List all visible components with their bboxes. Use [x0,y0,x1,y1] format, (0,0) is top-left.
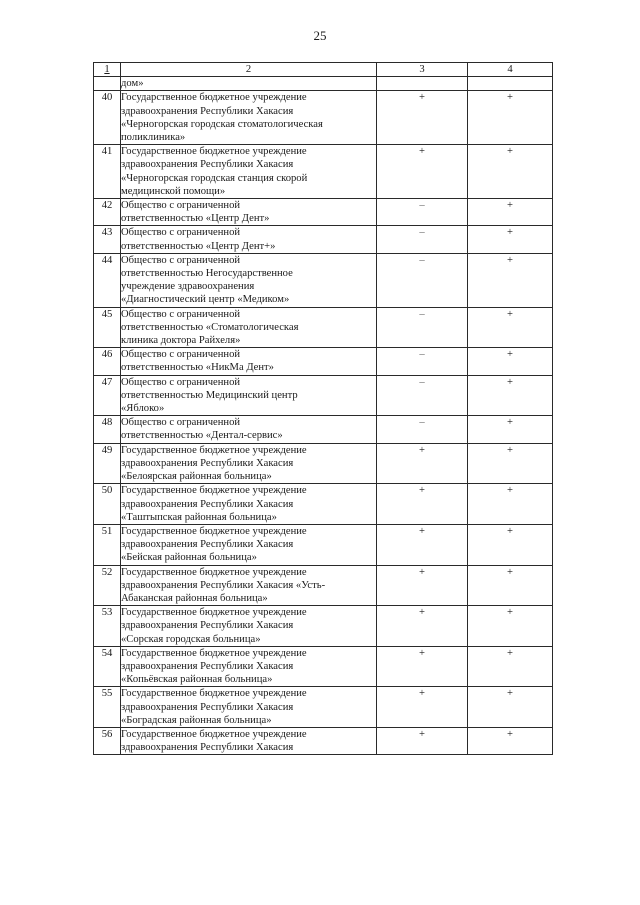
organization-name-line: Общество с ограниченной [121,200,241,212]
column-header-2: 2 [121,63,377,77]
row-number: 52 [94,565,121,606]
table-row [94,484,553,525]
column-3-mark: + [377,145,468,199]
column-4-mark: + [468,226,553,253]
column-3-mark: – [377,416,468,443]
organization-name-line: Общество с ограниченной [121,254,241,266]
row-number: 53 [94,606,121,647]
column-4-mark: + [468,416,553,443]
organization-name [121,606,377,647]
row-number: 55 [94,687,121,728]
organization-name-line: Государственное бюджетное учреждение [121,92,307,104]
organization-name [121,253,377,307]
organization-name-line: ответственностью «Дентал-сервис» [121,430,283,442]
row-number: 41 [94,145,121,199]
continuation-col3-cell [377,77,468,91]
organization-name [121,524,377,565]
table-row [94,646,553,687]
column-4-mark: + [468,199,553,226]
organization-name [121,307,377,348]
table-row [94,348,553,375]
organization-name-line: здравоохранения Республики Хакасия [121,660,294,672]
organization-name-line: здравоохранения Республики Хакасия «Усть- [121,579,326,591]
organization-name-line: Государственное бюджетное учреждение [121,607,307,619]
table-row [94,226,553,253]
organization-name-line: «Черногорская городская стоматологическая [121,118,323,130]
organization-name-line: поликлиника» [121,132,186,144]
organization-name [121,375,377,416]
table-row [94,307,553,348]
organization-name-line: Государственное бюджетное учреждение [121,728,307,740]
column-3-mark: + [377,606,468,647]
continuation-col4-cell [468,77,553,91]
table-row [94,91,553,145]
organization-name-line: Государственное бюджетное учреждение [121,146,307,158]
organization-name-line: Абаканская районная больница» [121,592,268,604]
column-3-mark: + [377,524,468,565]
column-3-mark: + [377,687,468,728]
column-3-mark: – [377,253,468,307]
organization-name-line: «Таштыпская районная больница» [121,511,277,523]
column-4-mark: + [468,443,553,484]
organization-name-line: здравоохранения Республики Хакасия [121,105,294,117]
organization-name-line: клиника доктора Райхеля» [121,335,241,347]
organization-name-line: Государственное бюджетное учреждение [121,525,307,537]
column-3-mark: + [377,443,468,484]
organization-name-line: ответственностью «НикМа Дент» [121,362,274,374]
organization-name-line: ответственностью Негосударственное [121,268,293,280]
organization-name [121,226,377,253]
header-row [94,63,553,77]
organization-name-line: здравоохранения Республики Хакасия [121,457,294,469]
continuation-num-cell [94,77,121,91]
column-3-mark: + [377,91,468,145]
row-number: 54 [94,646,121,687]
column-3-mark: + [377,484,468,525]
organization-name-line: Общество с ограниченной [121,308,241,320]
table-row [94,524,553,565]
organization-name-line: здравоохранения Республики Хакасия [121,620,294,632]
column-4-mark: + [468,253,553,307]
column-header-3: 3 [377,63,468,77]
organization-name-line: учреждение здравоохранения [121,281,255,293]
row-number: 51 [94,524,121,565]
column-header-1: 1 [94,63,121,77]
column-3-mark: + [377,565,468,606]
organization-name-line: «Яблоко» [121,403,165,415]
column-4-mark: + [468,348,553,375]
row-number: 48 [94,416,121,443]
table-row [94,375,553,416]
organization-name-line: «Сорская городская больница» [121,633,261,645]
organization-name-line: здравоохранения Республики Хакасия [121,701,294,713]
organization-name [121,443,377,484]
organization-name-line: «Диагностический центр «Медиком» [121,294,290,306]
organization-name-line: Государственное бюджетное учреждение [121,485,307,497]
organization-name-line: Общество с ограниченной [121,227,241,239]
column-3-mark: – [377,199,468,226]
organization-name-line: Государственное бюджетное учреждение [121,647,307,659]
row-number: 49 [94,443,121,484]
organization-name-line: «Черногорская городская станция скорой [121,172,308,184]
table-row [94,416,553,443]
column-4-mark: + [468,524,553,565]
column-4-mark: + [468,565,553,606]
column-3-mark: – [377,375,468,416]
organization-name [121,348,377,375]
row-number: 45 [94,307,121,348]
column-4-mark: + [468,606,553,647]
organization-name-line: ответственностью «Стоматологическая [121,321,299,333]
organization-name-line: ответственностью «Центр Дент+» [121,240,276,252]
organization-name-line: ответственностью «Центр Дент» [121,213,270,225]
row-number: 40 [94,91,121,145]
organization-name-line: здравоохранения Республики Хакасия [121,742,294,754]
table-row [94,727,553,754]
organization-name [121,484,377,525]
organization-name [121,199,377,226]
table-row [94,687,553,728]
organization-name-line: медицинской помощи» [121,185,226,197]
organization-name-line: Общество с ограниченной [121,376,241,388]
row-number: 44 [94,253,121,307]
table-row [94,145,553,199]
organization-name-line: Государственное бюджетное учреждение [121,566,307,578]
organization-name [121,687,377,728]
organization-name-line: «Бейская районная больница» [121,552,257,564]
continuation-row [94,77,553,91]
column-4-mark: + [468,727,553,754]
row-number: 42 [94,199,121,226]
column-header-4: 4 [468,63,553,77]
organization-name [121,565,377,606]
column-4-mark: + [468,91,553,145]
column-4-mark: + [468,687,553,728]
organization-name-line: Государственное бюджетное учреждение [121,688,307,700]
organization-name-line: «Белоярская районная больница» [121,471,272,483]
table-row [94,199,553,226]
organization-name [121,646,377,687]
table-row [94,565,553,606]
organization-name [121,91,377,145]
table-row [94,253,553,307]
column-4-mark: + [468,484,553,525]
column-4-mark: + [468,646,553,687]
organization-name [121,145,377,199]
organization-name-line: Общество с ограниченной [121,417,241,429]
page-number: 25 [313,28,327,43]
organization-name-line: Общество с ограниченной [121,349,241,361]
row-number: 56 [94,727,121,754]
table-row [94,443,553,484]
organization-name [121,727,377,754]
column-4-mark: + [468,375,553,416]
continuation-text: дом» [121,77,377,91]
organization-name-line: «Боградская районная больница» [121,714,272,726]
column-4-mark: + [468,307,553,348]
registry-table [93,62,553,755]
table-row [94,606,553,647]
organization-name-line: здравоохранения Республики Хакасия [121,498,294,510]
column-3-mark: – [377,307,468,348]
column-3-mark: – [377,348,468,375]
column-3-mark: + [377,646,468,687]
column-3-mark: + [377,727,468,754]
row-number: 47 [94,375,121,416]
row-number: 43 [94,226,121,253]
organization-name-line: здравоохранения Республики Хакасия [121,159,294,171]
organization-name [121,416,377,443]
organization-name-line: Государственное бюджетное учреждение [121,444,307,456]
row-number: 46 [94,348,121,375]
column-3-mark: – [377,226,468,253]
column-4-mark: + [468,145,553,199]
row-number: 50 [94,484,121,525]
organization-name-line: «Копьёвская районная больница» [121,674,273,686]
organization-name-line: ответственностью Медицинский центр [121,389,298,401]
organization-name-line: здравоохранения Республики Хакасия [121,539,294,551]
